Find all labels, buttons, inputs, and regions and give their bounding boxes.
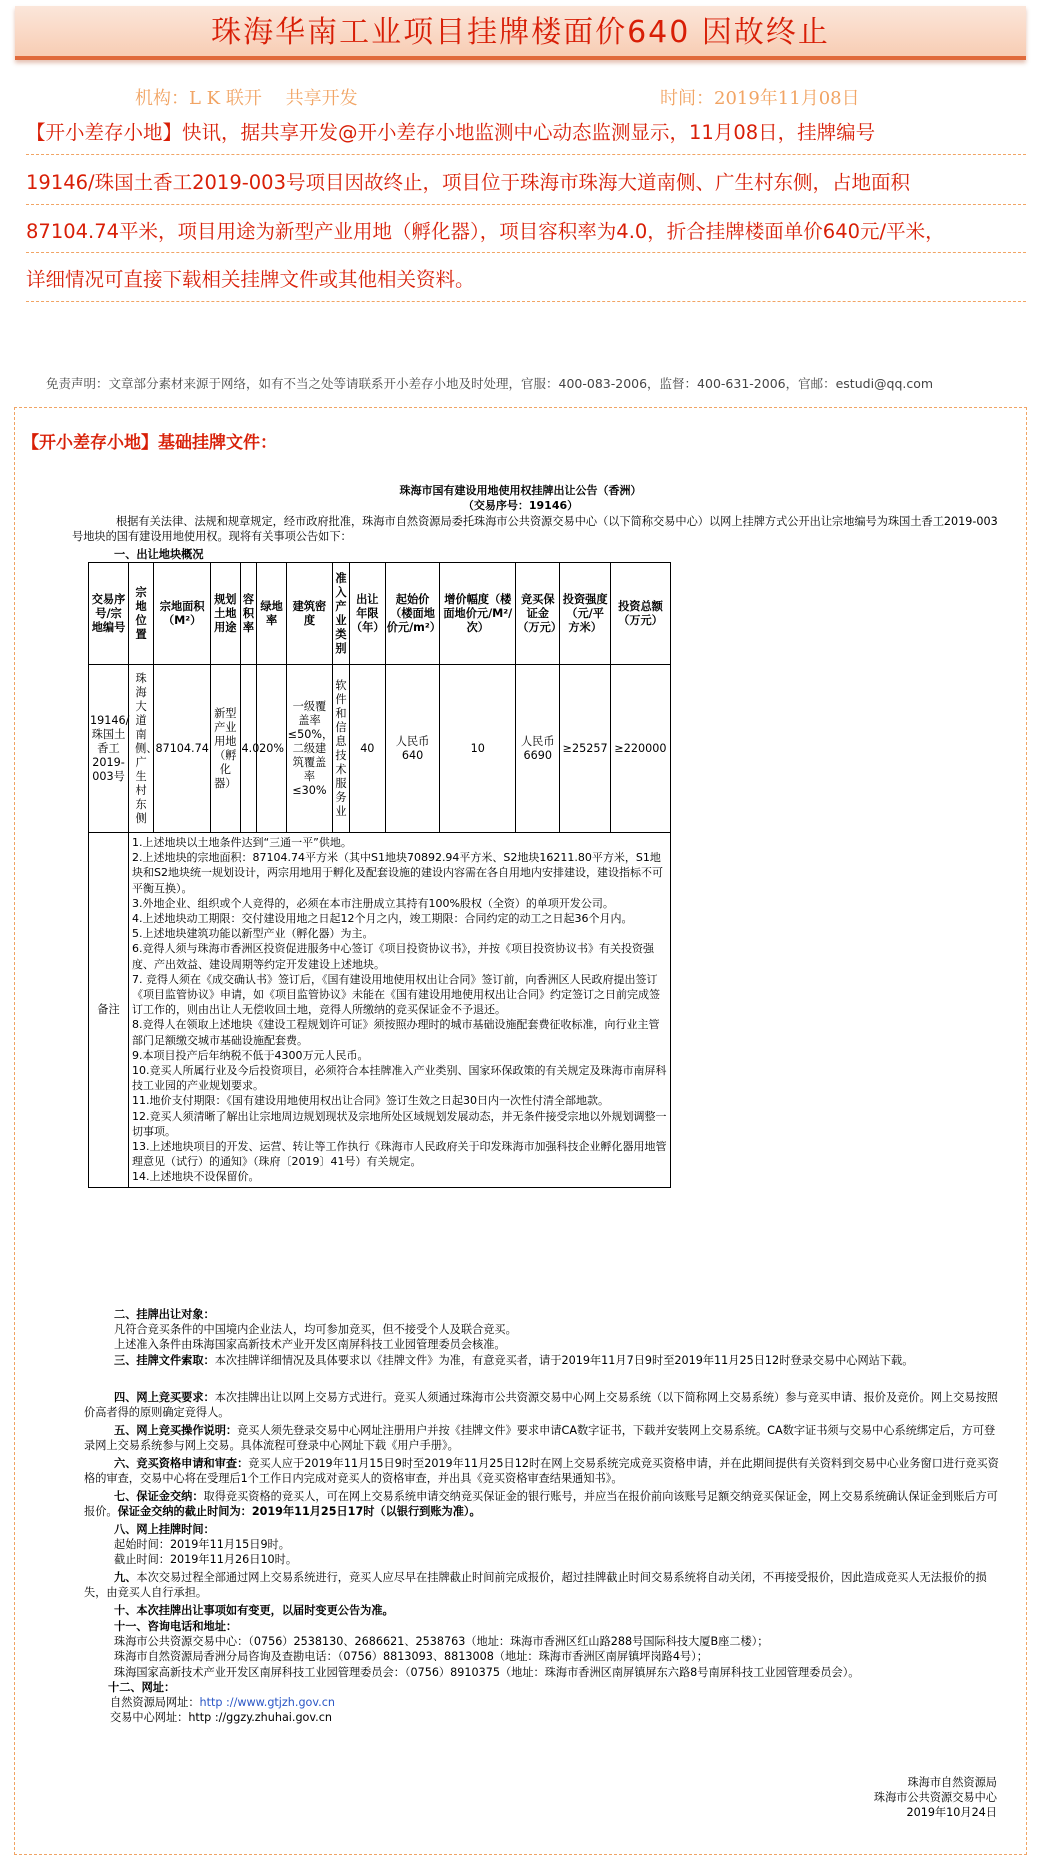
table-cell: 人民币6690 — [516, 665, 560, 833]
disclaimer: 免责声明：文章部分素材来源于网络，如有不当之处等请联系开小差存小地及时处理，官服：400-083-2006，监督：400-631-2006，官邮：estudi@qq.com — [46, 376, 934, 391]
table-cell: ≥220000 — [610, 665, 670, 833]
note-item: 7. 竞得人须在《成交确认书》签订后，《国有建设用地使用权出让合同》签订前，向香洲区人民政府提出签订《项目监管协议》申请，如《项目监管协议》未能在《国有建设用地使用权出让合同》约定签订之日前完成签订工作的，则由出让人无偿收回土地，竞得人所缴纳的竞买保证金不予退还。 — [131, 972, 660, 1017]
intro-divider — [26, 301, 1026, 302]
website-label: 自然资源局网址： — [110, 1696, 200, 1710]
intro-line-2: 19146/珠国土香工2019-003号项目因故终止，项目位于珠海市珠海大道南侧、广生村东侧，占地面积 — [26, 171, 910, 194]
header-cell: 建筑密度 — [286, 563, 332, 665]
header-cell: 出让年限（年） — [349, 563, 385, 665]
note-item: 3.外地企业、组织或个人竞得的，必须在本市注册成立其持有100%股权（全资）的单项开发公司。 — [131, 896, 614, 910]
section-4 — [84, 1390, 1000, 1420]
section-9-title: 九、 — [114, 1571, 137, 1584]
note-item: 6.竞得人须与珠海市香洲区投资促进服务中心签订《项目投资协议书》，并按《项目投资协议书》有关投资强度、产出效益、建设周期等约定开发建设上述地块。 — [131, 942, 654, 971]
section-2 — [84, 1307, 1000, 1353]
header-cell: 投资总额（万元） — [610, 563, 670, 665]
section-9-text: 本次交易过程全部通过网上交易系统进行，竞买人应尽早在挂牌截止时间前完成报价，超过挂牌截止时间交易系统将自动关闭，不再接受报价，因此造成竞买人无法报价的损失，由竞买人自行承担。 — [84, 1571, 987, 1600]
table-cell: 87104.74 — [154, 665, 211, 833]
section-11-title: 十一、咨询电话和地址： — [114, 1620, 238, 1633]
note-item: 1.上述地块以土地条件达到“三通一平”供地。 — [131, 836, 352, 849]
intro-line-3: 87104.74平米，项目用途为新型产业用地（孵化器），项目容积率为4.0，折合挂牌楼面单价640元/平米， — [26, 220, 945, 243]
section-2-line: 凡符合竞买条件的中国境内企业法人，均可参加竞买，但不接受个人及联合竞买。 — [114, 1323, 517, 1337]
header-cell: 增价幅度（楼面地价元/M²/次） — [440, 563, 516, 665]
section-4-text: 本次挂牌出让以网上交易方式进行。竞买人须通过珠海市公共资源交易中心网上交易系统（以下简称网上交易系统）参与竞买申请、报价及竞价。网上交易按照价高者得的原则确定竞得人。 — [84, 1391, 998, 1420]
note-item: 11.地价支付期限：《国有建设用地使用权出让合同》签订生效之日起30日内一次性付清全部地款。 — [131, 1094, 609, 1108]
table-cell: 珠海大道南侧、广生村东侧 — [128, 665, 153, 833]
section-4-title: 四、网上竞买要求： — [114, 1391, 215, 1404]
header-cell: 绿地率 — [257, 563, 286, 665]
header-cell: 宗地位置 — [128, 563, 153, 665]
header-cell: 起始价（楼面地价元/m²） — [385, 563, 440, 665]
section-2-line: 上述准入条件由珠海国家高新技术产业开发区南屏科技工业园管理委员会核准。 — [114, 1338, 506, 1352]
note-item: 8.竞得人在领取上述地块《建设工程规划许可证》须按照办理时的城市基础设施配套费征收标准，向行业主管部门足额缴交城市基础设施配套费。 — [131, 1018, 660, 1047]
table-cell: 一级覆盖率≤50%，二级建筑覆盖率≤30% — [286, 665, 332, 833]
header-cell: 交易序号/宗地编号 — [89, 563, 129, 665]
table-cell: 20% — [257, 665, 286, 833]
signer-2: 珠海市公共资源交易中心 — [873, 1791, 997, 1804]
section-8-end: 截止时间：2019年11月26日10时。 — [114, 1553, 298, 1567]
notice-paragraph: 根据有关法律、法规和规章规定，经市政府批准，珠海市自然资源局委托珠海市公共资源交易中心（以下简称交易中心）以网上挂牌方式公开出让宗地编号为珠国土香工2019-003号地块的国有建设用地使用权。现将有关事项公告如下： — [72, 515, 998, 543]
note-item: 10.竞买人所属行业及今后投资项目，必须符合本挂牌准入产业类别、国家环保政策的有关规定及珠海市南屏科技工业园的产业规划要求。 — [131, 1064, 667, 1093]
section-2-title: 二、挂牌出让对象： — [114, 1308, 215, 1321]
intro-divider — [26, 204, 1026, 205]
header-cell: 投资强度（元/平方米） — [560, 563, 611, 665]
contact-line: 珠海市自然资源局香洲分局咨询及查勘电话：（0756）8813093、8813008（地址：珠海市香洲区南屏镇坪岗路4号）； — [114, 1650, 708, 1664]
land-plot-table — [88, 562, 671, 1188]
section-7-text: 取得竞买资格的竞买人，可在网上交易系统申请交纳竞买保证金的银行账号，并应当在报价前向该账号足额交纳竞买保证金，网上交易系统确认保证金到账后方可报价。 — [84, 1490, 998, 1519]
intro-line-1: 【开小差存小地】快讯，据共享开发@开小差存小地监测中心动态监测显示，11月08日，挂牌编号 — [26, 121, 876, 144]
section-8 — [84, 1522, 1000, 1568]
note-item: 5.上述地块建筑功能以新型产业（孵化器）为主。 — [131, 927, 374, 941]
title-banner — [15, 6, 1026, 60]
time-label: 时间：2019年11月08日 — [660, 88, 860, 109]
table-cell: 软件和信息技术服务业 — [333, 665, 350, 833]
section-9 — [84, 1570, 1000, 1600]
signer-1: 珠海市自然资源局 — [907, 1776, 997, 1789]
section-3-title: 三、挂牌文件索取： — [114, 1354, 215, 1367]
note-item: 9.本项目投产后年纳税不低于4300万元人民币。 — [131, 1048, 369, 1062]
table-header-row — [89, 563, 671, 665]
header-cell: 竞买保证金（万元） — [516, 563, 560, 665]
header-cell: 规划土地用途 — [211, 563, 240, 665]
intro-line-4: 详细情况可直接下载相关挂牌文件或其他相关资料。 — [26, 268, 475, 291]
section-8-title: 八、网上挂牌时间： — [114, 1523, 215, 1536]
contact-line: 珠海市公共资源交易中心：（0756）2538130、2686621、2538763（地址：珠海市香洲区红山路288号国际科技大厦B座二楼）； — [114, 1635, 769, 1649]
header-cell: 准入产业类别 — [333, 563, 350, 665]
section-7 — [84, 1489, 1000, 1519]
table-cell: 19146/珠国土香工2019-003号 — [89, 665, 129, 833]
table-cell: 新型产业用地（孵化器） — [211, 665, 240, 833]
section-7-title: 七、保证金交纳： — [114, 1490, 204, 1503]
section-8-start: 起始时间：2019年11月15日9时。 — [114, 1538, 290, 1552]
table-cell: 40 — [349, 665, 385, 833]
section-7-deadline: 保证金交纳的截止时间为：2019年11月25日17时（以银行到账为准）。 — [117, 1505, 481, 1519]
section-12 — [84, 1680, 1000, 1726]
intro-divider — [26, 252, 1026, 253]
section-10-text: 十、本次挂牌出让事项如有变更，以届时变更公告为准。 — [114, 1604, 394, 1617]
notes-label: 备注 — [89, 833, 129, 1188]
section-3-text: 本次挂牌详细情况及具体要求以《挂牌文件》为准，有意竞买者，请于2019年11月7日9时至2019年11月25日12时登录交易中心网站下载。 — [214, 1354, 914, 1367]
section-3 — [84, 1353, 1000, 1368]
website-link[interactable]: http ://www.gtjzh.gov.cn — [199, 1696, 335, 1710]
section-6-title: 六、竞买资格申请和审查： — [114, 1457, 249, 1470]
table-row — [89, 665, 671, 833]
notes-cell — [128, 833, 670, 1188]
note-item: 13.上述地块项目的开发、运营、转让等工作执行《珠海市人民政府关于印发珠海市加强科技企业孵化器用地管理意见（试行）的通知》（珠府〔2019〕41号）有关规定。 — [131, 1140, 667, 1169]
section-5-text: 竞买人须先登录交易中心网址注册用户并按《挂牌文件》要求申请CA数字证书，下载并安装网上交易系统。CA数字证书须与交易中心系统绑定后，方可登录网上交易系统参与网上交易。具体流程可登录中心网址下载《用户手册》。 — [84, 1424, 996, 1453]
page-title: 珠海华南工业项目挂牌楼面价640 因故终止 — [211, 15, 830, 50]
section-10 — [84, 1603, 1000, 1618]
note-item: 2.上述地块的宗地面积：87104.74平方米（其中S1地块70892.94平方米、S2地块16211.80平方米，S1地块和S2地块统一规划设计，两宗用地用于孵化及配套设施的建设内容需在各自用地内安排建设，建设指标不可平衡互换）。 — [131, 851, 663, 895]
section-6-text: 竞买人应于2019年11月15日9时至2019年11月25日12时在网上交易系统完成竞买资格申请，并在此期间提供有关资料到交易中心业务窗口进行竞买资格的审查，交易中心将在受理后1个工作日内完成对竞买人的资格审查，并出具《竞买资格审查结果通知书》。 — [84, 1457, 999, 1486]
table-cell: 4.0 — [240, 665, 257, 833]
notice-subtitle: （交易序号：19146） — [462, 499, 579, 512]
table-cell: 10 — [440, 665, 516, 833]
signature-block — [874, 1775, 997, 1820]
section-6 — [84, 1456, 1000, 1486]
section-1-title: 一、出让地块概况 — [114, 548, 204, 561]
notes-row — [89, 833, 671, 1188]
section-12-title: 十二、网址： — [108, 1681, 176, 1694]
section-heading: 【开小差存小地】基础挂牌文件： — [22, 433, 277, 453]
table-cell: 人民币640 — [385, 665, 440, 833]
section-5-title: 五、网上竞买操作说明： — [114, 1424, 238, 1437]
section-5 — [84, 1423, 1000, 1453]
header-cell: 容积率 — [240, 563, 257, 665]
sign-date: 2019年10月24日 — [906, 1806, 997, 1819]
section-11 — [84, 1619, 1000, 1680]
contact-line: 珠海国家高新技术产业开发区南屏科技工业园管理委员会：（0756）8910375（地址：珠海市香洲区南屏镇屏东六路8号南屏科技工业园管理委员会）。 — [114, 1665, 860, 1679]
table-cell: ≥25257 — [560, 665, 611, 833]
note-item: 4.上述地块动工期限：交付建设用地之日起12个月之内，竣工期限：合同约定的动工之日起36个月内。 — [131, 912, 633, 926]
note-item: 14.上述地块不设保留价。 — [131, 1170, 260, 1184]
notice-title: 珠海市国有建设用地使用权挂牌出让公告（香洲） — [399, 484, 642, 497]
note-item: 12.竞买人须清晰了解出让宗地周边规划现状及宗地所处区域规划发展动态，并无条件接受宗地以外规划调整一切事项。 — [131, 1109, 667, 1138]
website-line: 交易中心网址：http ://ggzy.zhuhai.gov.cn — [110, 1711, 332, 1725]
intro-divider — [26, 154, 1026, 155]
header-cell: 宗地面积（M²） — [154, 563, 211, 665]
org-label: 机构：L K 联开 共享开发 — [135, 88, 358, 109]
